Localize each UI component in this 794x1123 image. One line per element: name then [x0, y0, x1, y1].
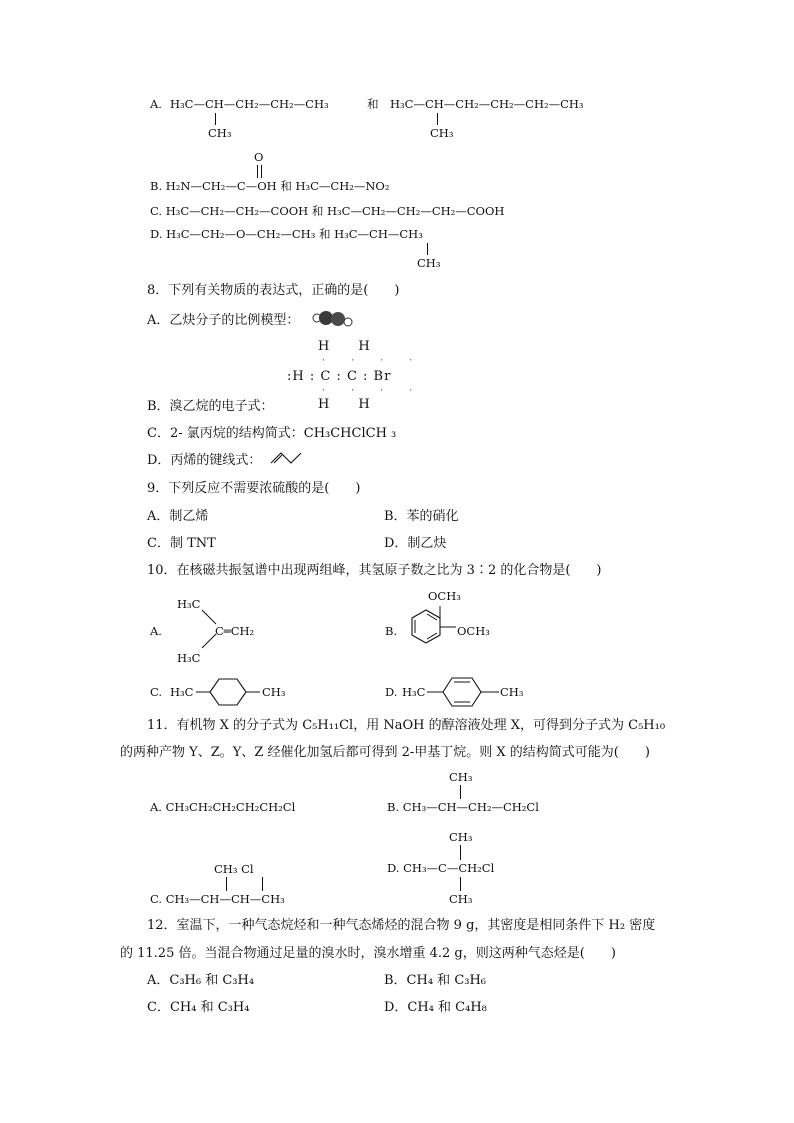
q7-d-branch-bond: [427, 243, 428, 255]
q9-option-a: A．制乙烯: [147, 509, 209, 524]
q7-option-a-label: A.: [150, 97, 162, 111]
q7-b-double-bond-2: [261, 165, 262, 178]
q10-a-top-methyl: H₃C: [177, 597, 201, 611]
q10-d-left-methyl: H₃C: [402, 685, 426, 699]
q11-d-bottom-methyl: CH₃: [449, 892, 473, 906]
q9-option-c: C．制 TNT: [147, 536, 216, 551]
q12-stem-line2: 的 11.25 倍。当混合物通过足量的溴水时，溴水增重 4.2 g，则这两种气态烃是( ): [120, 946, 616, 961]
q7-option-b-carbonyl-o: O: [254, 150, 264, 164]
q8-option-d: D．丙烯的键线式：: [147, 453, 262, 468]
q11-option-c: C. CH₃—CH—CH—CH₃: [150, 892, 285, 906]
q11-b-branch-bond: [460, 785, 461, 799]
q10-option-b-label: B.: [385, 624, 398, 638]
q12-option-b: B．CH₄ 和 C₃H₆: [384, 973, 487, 988]
q12-option-a: A．C₃H₆ 和 C₃H₄: [147, 973, 255, 988]
q10-option-c-label: C.: [150, 685, 163, 699]
q8-option-b: B．溴乙烷的电子式：: [147, 399, 274, 414]
q8-stem: 8．下列有关物质的表达式，正确的是( ): [147, 283, 400, 298]
q9-option-b: B．苯的硝化: [384, 509, 459, 524]
q7-option-a-and: 和: [367, 97, 379, 111]
q8-b-electron-bottom-h: H H: [318, 397, 371, 412]
q10-d-right-methyl: CH₃: [500, 685, 524, 699]
q7-option-a-right-formula: H₃C—CH—CH₂—CH₂—CH₂—CH₃: [390, 97, 584, 111]
q10-a-bottom-methyl: H₃C: [177, 651, 201, 665]
q7-option-a-right-branch: CH₃: [430, 126, 454, 140]
q10-option-a-label: A.: [150, 624, 162, 638]
q12-option-d: D．CH₄ 和 C₄H₈: [384, 1000, 487, 1015]
q11-option-b: B. CH₃—CH—CH₂—CH₂Cl: [387, 800, 539, 814]
q12-option-c: C．CH₄ 和 C₃H₄: [147, 1000, 250, 1015]
q8-b-dots-bottom: ⋅⋅⋅⋅: [322, 386, 439, 396]
benzene-ring-para-icon: [427, 673, 499, 713]
q11-c-branch-bond-1: [226, 877, 227, 891]
q8-option-c: C．2- 氯丙烷的结构简式：CH₃CHClCH ₃: [147, 426, 397, 441]
q10-option-d-label: D.: [385, 685, 398, 699]
q11-stem-line1: 11．有机物 X 的分子式为 C₅H₁₁Cl，用 NaOH 的醇溶液处理 X，可得到分子式为 C₅H₁₀: [147, 718, 666, 733]
q9-stem: 9．下列反应不需要浓硫酸的是( ): [147, 481, 361, 496]
q11-option-a: A. CH₃CH₂CH₂CH₂CH₂Cl: [150, 800, 296, 814]
q11-d-top-bond: [460, 845, 461, 860]
q11-b-top-methyl: CH₃: [449, 770, 473, 784]
q11-stem-line2: 的两种产物 Y、Z。Y、Z 经催化加氢后都可得到 2-甲基丁烷。则 X 的结构简式可能为( ): [120, 745, 650, 760]
propene-skeletal-formula-icon: [270, 451, 304, 465]
q12-stem-line1: 12．室温下，一种气态烷烃和一种气态烯烃的混合物 9 g，其密度是相同条件下 H₂ 密度: [147, 918, 656, 933]
q8-b-electron-top-h: H H: [318, 339, 371, 354]
q8-b-electron-mid: :H : C : C : Br: [287, 369, 392, 384]
q10-b-methoxy-top: OCH₃: [428, 589, 461, 603]
cyclohexane-ring-icon: [194, 675, 264, 711]
q7-option-d: D. H₃C—CH₂—O—CH₂—CH₃ 和 H₃C—CH—CH₃: [150, 227, 423, 241]
q10-c-left-methyl: H₃C: [170, 685, 194, 699]
q7-option-b: B. H₂N—CH₂—C—OH 和 H₃C—CH₂—NO₂: [150, 179, 390, 193]
q11-d-bottom-bond: [460, 877, 461, 891]
q11-option-d: D. CH₃—C—CH₂Cl: [387, 861, 495, 875]
benzene-ring-icon: [404, 602, 464, 662]
q9-option-d: D．制乙炔: [384, 536, 447, 551]
q10-stem: 10．在核磁共振氢谱中出现两组峰，其氢原子数之比为 3∶2 的化合物是( ): [147, 563, 602, 578]
q7-b-double-bond-1: [257, 165, 258, 178]
q11-c-top-groups: CH₃ Cl: [214, 862, 254, 876]
q8-b-dots-top: ⋅⋅⋅⋅: [322, 356, 439, 366]
q11-d-top-methyl: CH₃: [449, 830, 473, 844]
q10-a-alkene: C═CH₂: [215, 624, 255, 638]
q10-c-right-methyl: CH₃: [262, 685, 286, 699]
q7-option-c: C. H₃C—CH₂—CH₂—COOH 和 H₃C—CH₂—CH₂—CH₂—COOH: [150, 204, 505, 218]
q8-option-a: A．乙炔分子的比例模型：: [147, 313, 300, 328]
q7-option-a-left-formula: H₃C—CH—CH₂—CH₂—CH₃: [170, 97, 329, 111]
q7-option-a-left-branch: CH₃: [208, 126, 232, 140]
q7-option-d-branch: CH₃: [417, 256, 441, 270]
q11-c-branch-bond-2: [262, 877, 263, 891]
acetylene-space-filling-model-icon: [312, 309, 356, 329]
q10-b-methoxy-right: OCH₃: [457, 624, 490, 638]
q7-a-right-branch-bond: [437, 113, 438, 125]
q7-a-left-branch-bond: [215, 113, 216, 125]
